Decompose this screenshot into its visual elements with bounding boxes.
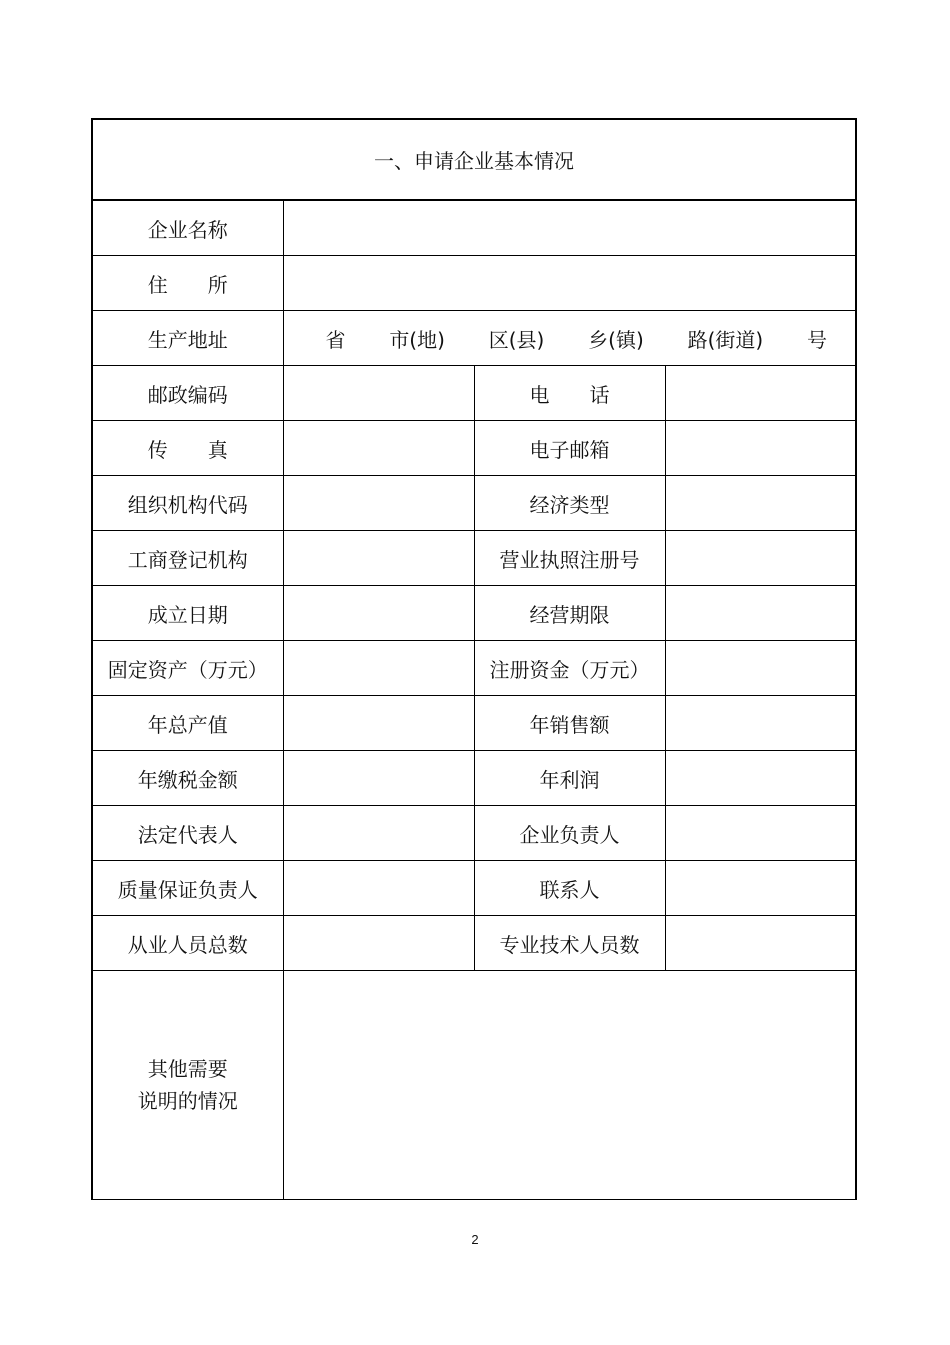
left-field-value[interactable] xyxy=(283,531,474,586)
left-field-label: 成立日期 xyxy=(92,586,283,641)
left-field-value[interactable] xyxy=(283,476,474,531)
notes-label-line-2: 说明的情况 xyxy=(137,1089,238,1113)
right-field-label: 企业负责人 xyxy=(474,806,665,861)
form-row xyxy=(92,861,856,916)
district-unit: 区(县) xyxy=(488,327,545,352)
right-field-value[interactable] xyxy=(665,586,856,641)
form-row xyxy=(92,586,856,641)
province-unit: 省 xyxy=(325,327,346,352)
right-field-label: 经济类型 xyxy=(474,476,665,531)
form-row xyxy=(92,696,856,751)
left-field-label: 从业人员总数 xyxy=(92,916,283,971)
right-field-label: 联系人 xyxy=(474,861,665,916)
left-field-value[interactable] xyxy=(283,751,474,806)
right-field-value[interactable] xyxy=(665,476,856,531)
left-field-value[interactable] xyxy=(283,641,474,696)
left-field-value[interactable] xyxy=(283,586,474,641)
form-row xyxy=(92,421,856,476)
production-address-label: 生产地址 xyxy=(92,311,283,366)
right-field-value[interactable] xyxy=(665,696,856,751)
notes-label-line-1: 其他需要 xyxy=(147,1057,228,1081)
left-field-value[interactable] xyxy=(283,806,474,861)
left-field-label: 传 真 xyxy=(92,421,283,476)
form-row xyxy=(92,751,856,806)
township-unit: 乡(镇) xyxy=(588,327,644,352)
company-name-field[interactable] xyxy=(283,200,856,256)
company-name-label: 企业名称 xyxy=(92,200,283,256)
right-field-value[interactable] xyxy=(665,641,856,696)
form-row xyxy=(92,531,856,586)
left-field-label: 年总产值 xyxy=(92,696,283,751)
right-field-value[interactable] xyxy=(665,421,856,476)
right-field-label: 年销售额 xyxy=(474,696,665,751)
residence-field[interactable] xyxy=(283,256,856,311)
left-field-label: 工商登记机构 xyxy=(92,531,283,586)
number-unit: 号 xyxy=(807,327,827,352)
right-field-label: 年利润 xyxy=(474,751,665,806)
other-notes-label xyxy=(92,971,283,1200)
right-field-value[interactable] xyxy=(665,806,856,861)
right-field-label: 注册资金（万元） xyxy=(474,641,665,696)
left-field-label: 质量保证负责人 xyxy=(92,861,283,916)
other-notes-field[interactable] xyxy=(283,971,856,1200)
address-parts xyxy=(284,324,856,353)
residence-label: 住 所 xyxy=(92,256,283,311)
section-title: 一、申请企业基本情况 xyxy=(92,119,856,200)
left-field-value[interactable] xyxy=(283,861,474,916)
right-field-label: 营业执照注册号 xyxy=(474,531,665,586)
right-field-label: 电子邮箱 xyxy=(474,421,665,476)
form-row xyxy=(92,366,856,421)
left-field-value[interactable] xyxy=(283,916,474,971)
form-row xyxy=(92,916,856,971)
production-address-field[interactable] xyxy=(283,311,856,366)
right-field-label: 专业技术人员数 xyxy=(474,916,665,971)
right-field-label: 经营期限 xyxy=(474,586,665,641)
left-field-label: 邮政编码 xyxy=(92,366,283,421)
left-field-label: 年缴税金额 xyxy=(92,751,283,806)
left-field-label: 法定代表人 xyxy=(92,806,283,861)
form-row xyxy=(92,476,856,531)
right-field-label: 电 话 xyxy=(474,366,665,421)
enterprise-info-table xyxy=(91,118,857,1200)
right-field-value[interactable] xyxy=(665,861,856,916)
left-field-label: 组织机构代码 xyxy=(92,476,283,531)
road-unit: 路(街道) xyxy=(687,327,764,352)
form-row xyxy=(92,806,856,861)
right-field-value[interactable] xyxy=(665,531,856,586)
form-row xyxy=(92,641,856,696)
right-field-value[interactable] xyxy=(665,751,856,806)
right-field-value[interactable] xyxy=(665,366,856,421)
left-field-value[interactable] xyxy=(283,696,474,751)
page-number: 2 xyxy=(471,1232,479,1247)
left-field-value[interactable] xyxy=(283,366,474,421)
city-unit: 市(地) xyxy=(389,327,445,352)
left-field-label: 固定资产（万元） xyxy=(92,641,283,696)
left-field-value[interactable] xyxy=(283,421,474,476)
right-field-value[interactable] xyxy=(665,916,856,971)
